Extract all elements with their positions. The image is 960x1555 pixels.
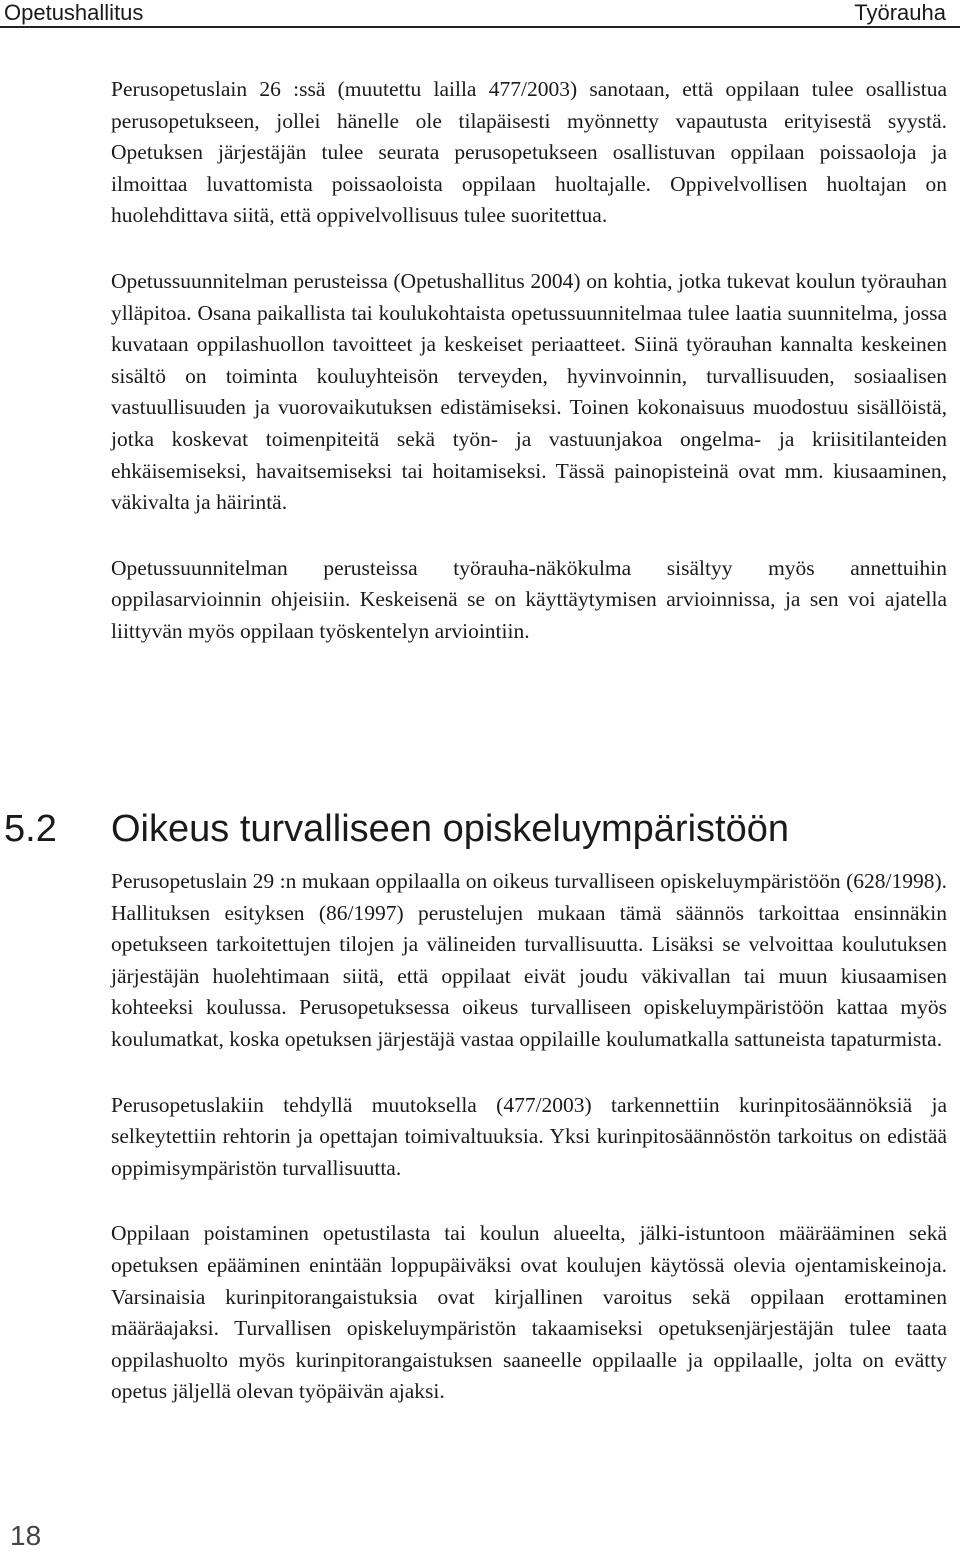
page-number: 18 [10, 1520, 42, 1551]
paragraph: Perusopetuslain 26 :ssä (muutettu lailla 477/2003) sanotaan, että oppilaan tulee osallistua perusopetukseen, jollei hänelle ole tilapäisesti myönnetty vapautusta erityisestä syystä. Opetuksen järjestäjän tulee seurata perusopetukseen osallistuvan oppilaan poissaoloja ja ilmoittaa luvattomista poissaoloista oppilaan huoltajalle. Oppivelvollisen huoltajan on huolehdittava siitä, että oppivelvollisuus tulee suoritettua. [111, 77, 947, 228]
section-2-body [111, 866, 947, 1408]
paragraph: Opetussuunnitelman perusteissa (Opetushallitus 2004) on kohtia, jotka tukevat koulun työrauhan ylläpitoa. Osana paikallista tai koulukohtaista opetussuunnitelmaa tulee laatia suunnitelma, jossa kuvataan oppilashuollon tavoitteet ja keskeiset periaatteet. Siinä työrauhan kannalta keskeinen sisältö on toiminta kouluyhteisön terveyden, hyvinvoinnin, turvallisuuden, sosiaalisen vastuullisuuden ja vuorovaikutuksen edistämiseksi. Toinen kokonaisuus muodostuu sisällöistä, jotka koskevat toimenpiteitä sekä työn- ja vastuunjakoa ongelma- ja kriisitilanteiden ehkäisemiseksi, havaitsemiseksi tai hoitamiseksi. Tässä painopisteinä ovat mm. kiusaaminen, väkivalta ja häirintä. [111, 268, 947, 515]
paragraph: Oppilaan poistaminen opetustilasta tai koulun alueelta, jälki-istuntoon määrääminen sekä opetuksen epääminen enintään loppupäiväksi ovat koulujen käytössä olevia ojentamiskeinoja. Varsinaisia kurinpitorangaistuksia ovat kirjallinen varoitus sekä oppilaan erottaminen määräajaksi. Turvallisen opiskeluympäristön takaamiseksi opetuksenjärjestäjän tulee taata oppilashuolto myös kurinpitorangaistuksen saaneelle oppilaalle ja oppilaalle, jolta on evätty opetus jäljellä olevan työpäivän ajaksi. [111, 1221, 947, 1404]
header-topic: Työrauha [854, 0, 946, 25]
section-heading [4, 808, 954, 851]
paragraph: Perusopetuslain 29 :n mukaan oppilaalla on oikeus turvalliseen opiskeluympäristöön (628/1998). Hallituksen esityksen (86/1997) perustelujen mukaan tämä säännös tarkoittaa ensinnäkin opetukseen tarkoitettujen tilojen ja välineiden turvallisuutta. Lisäksi se velvoittaa koulutuksen järjestäjän huolehtimaan siitä, että oppilaat eivät joudu väkivallan tai muun kiusaamisen kohteeksi koulussa. Perusopetuksessa oikeus turvalliseen opiskeluympäristöön kattaa myös koulumatkat, koska opetuksen järjestäjä vastaa oppilaille koulumatkalla sattuneista tapaturmista. [111, 869, 947, 1051]
paragraph: Opetussuunnitelman perusteissa työrauha-näkökulma sisältyy myös annettuihin oppilasarvioinnin ohjeisiin. Keskeisenä se on käyttäytymisen arvioinnissa, ja sen voi ajatella liittyvän myös oppilaan työskentelyn arviointiin. [111, 555, 947, 643]
paragraph: Perusopetuslakiin tehdyllä muutoksella (477/2003) tarkennettiin kurinpitosäännöksiä ja selkeytettiin rehtorin ja opettajan toimivaltuuksia. Yksi kurinpitosäännöstön tarkoitus on edistää oppimisympäristön turvallisuutta. [111, 1092, 947, 1180]
section-number: 5.2 [4, 808, 57, 850]
page-header [0, 0, 960, 28]
header-publisher: Opetushallitus [4, 0, 144, 25]
section-title: Oikeus turvalliseen opiskeluympäristöön [111, 808, 789, 850]
section-1-body [111, 74, 947, 648]
